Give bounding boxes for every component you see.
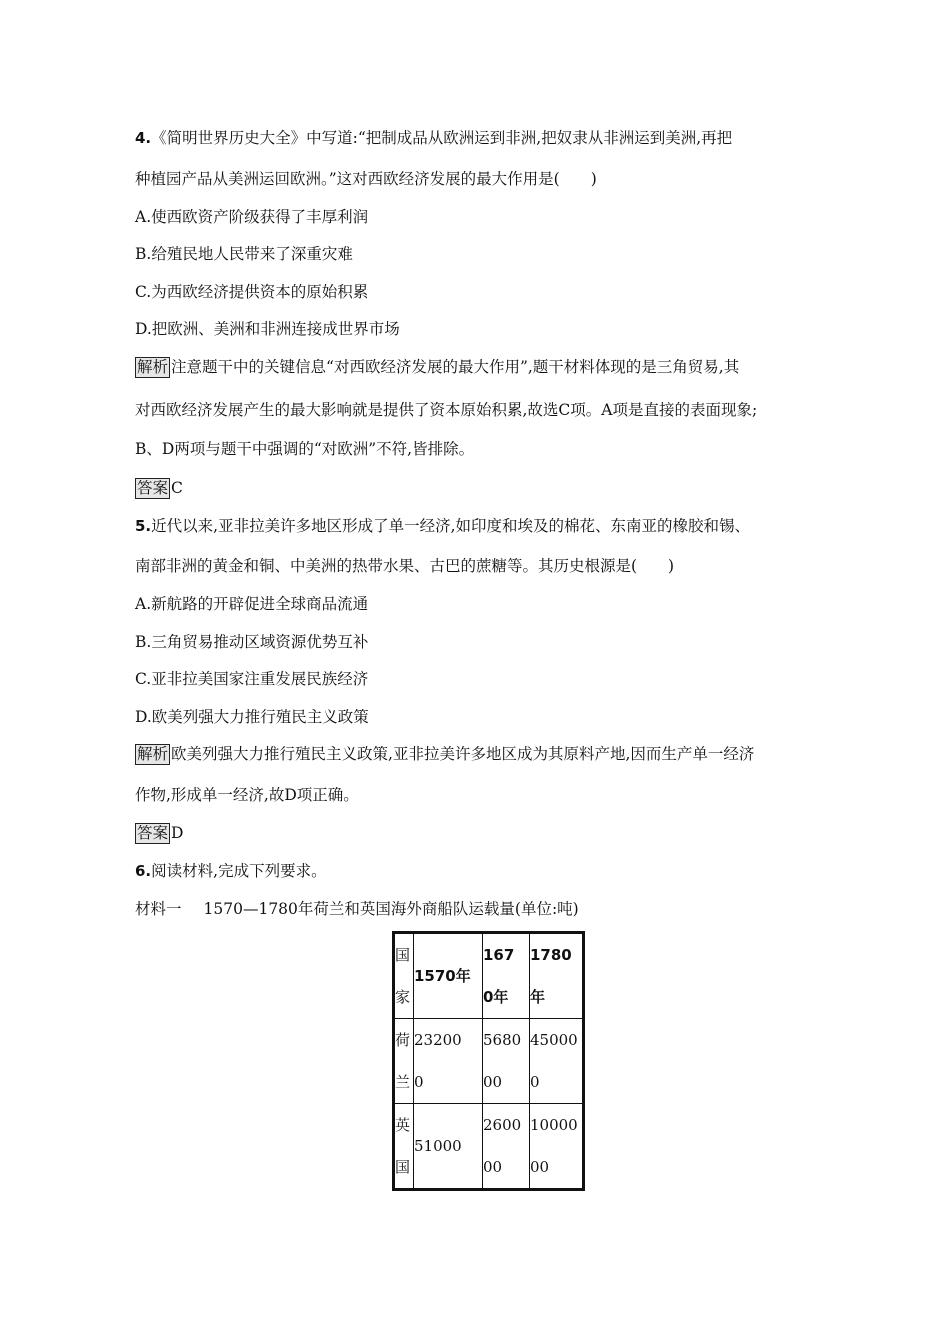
q5-option-b: B.三角贸易推动区域资源优势互补 bbox=[135, 633, 369, 651]
q4-answer-value: C bbox=[171, 479, 183, 497]
table-cell: 568000 bbox=[483, 1019, 530, 1104]
table-row bbox=[394, 1104, 584, 1190]
q5-analysis-line2: 作物,形成单一经济,故D项正确。 bbox=[135, 786, 359, 804]
shipping-table bbox=[392, 931, 585, 1191]
q4-number: 4. bbox=[135, 129, 152, 147]
q4-stem-line1: 4.《简明世界历史大全》中写道:“把制成品从欧洲运到非洲,把奴隶从非洲运到美洲,再把 bbox=[135, 129, 733, 147]
q5-analysis-line1: 解析 欧美列强大力推行殖民主义政策,亚非拉美许多地区成为其原料产地,因而生产单一经济 bbox=[137, 745, 755, 763]
q4-option-d: D.把欧洲、美洲和非洲连接成世界市场 bbox=[135, 320, 400, 338]
q4-option-b: B.给殖民地人民带来了深重灾难 bbox=[135, 245, 353, 263]
q4-analysis-line3: B、D两项与题干中强调的“对欧洲”不符,皆排除。 bbox=[135, 440, 475, 458]
q4-stem-line2: 种植园产品从美洲运回欧洲。”这对西欧经济发展的最大作用是( ) bbox=[135, 170, 597, 188]
q5-option-a: A.新航路的开辟促进全球商品流通 bbox=[135, 595, 369, 613]
analysis-label: 解析 bbox=[137, 358, 169, 376]
q5-stem-line1: 5.近代以来,亚非拉美许多地区形成了单一经济,如印度和埃及的棉花、东南亚的橡胶和锡、 bbox=[135, 517, 750, 535]
table-row bbox=[394, 1019, 584, 1104]
table-cell: 51000 bbox=[414, 1104, 483, 1190]
q5-answer-value: D bbox=[171, 824, 184, 842]
q6-material-caption bbox=[135, 898, 579, 920]
table-cell: 260000 bbox=[483, 1104, 530, 1190]
table-cell: 1000000 bbox=[530, 1104, 584, 1190]
q6-stem: 6.阅读材料,完成下列要求。 bbox=[135, 862, 327, 880]
answer-label: 答案 bbox=[137, 824, 169, 842]
q4-option-a: A.使西欧资产阶级获得了丰厚利润 bbox=[135, 208, 369, 226]
analysis-label: 解析 bbox=[137, 745, 169, 763]
answer-label: 答案 bbox=[137, 479, 169, 497]
table-cell: 英国 bbox=[394, 1104, 414, 1190]
q5-answer bbox=[135, 822, 183, 844]
table-header-cell: 国家 bbox=[394, 933, 414, 1019]
q4-analysis-line1: 解析 注意题干中的关键信息“对西欧经济发展的最大作用”,题干材料体现的是三角贸易,其 bbox=[137, 358, 740, 376]
q5-number: 5. bbox=[135, 517, 152, 535]
q4-option-c: C.为西欧经济提供资本的原始积累 bbox=[135, 283, 369, 301]
q6-number: 6. bbox=[135, 862, 152, 880]
table-cell: 450000 bbox=[530, 1019, 584, 1104]
table-cell: 荷兰 bbox=[394, 1019, 414, 1104]
table-header-cell: 1780年 bbox=[530, 933, 584, 1019]
table-header-row bbox=[394, 933, 584, 1019]
table-header-cell: 1670年 bbox=[483, 933, 530, 1019]
table-cell: 232000 bbox=[414, 1019, 483, 1104]
q5-option-c: C.亚非拉美国家注重发展民族经济 bbox=[135, 670, 369, 688]
q5-stem-line2: 南部非洲的黄金和铜、中美洲的热带水果、古巴的蔗糖等。其历史根源是( ) bbox=[135, 557, 675, 575]
material-title: 1570—1780年荷兰和英国海外商船队运载量(单位:吨) bbox=[203, 900, 579, 918]
q4-answer bbox=[135, 477, 183, 499]
table-header-cell: 1570年 bbox=[414, 933, 483, 1019]
q5-option-d: D.欧美列强大力推行殖民主义政策 bbox=[135, 708, 369, 726]
q4-analysis-line2: 对西欧经济发展产生的最大影响就是提供了资本原始积累,故选C项。A项是直接的表面现象; bbox=[135, 401, 758, 419]
material-label: 材料一 bbox=[135, 900, 182, 918]
